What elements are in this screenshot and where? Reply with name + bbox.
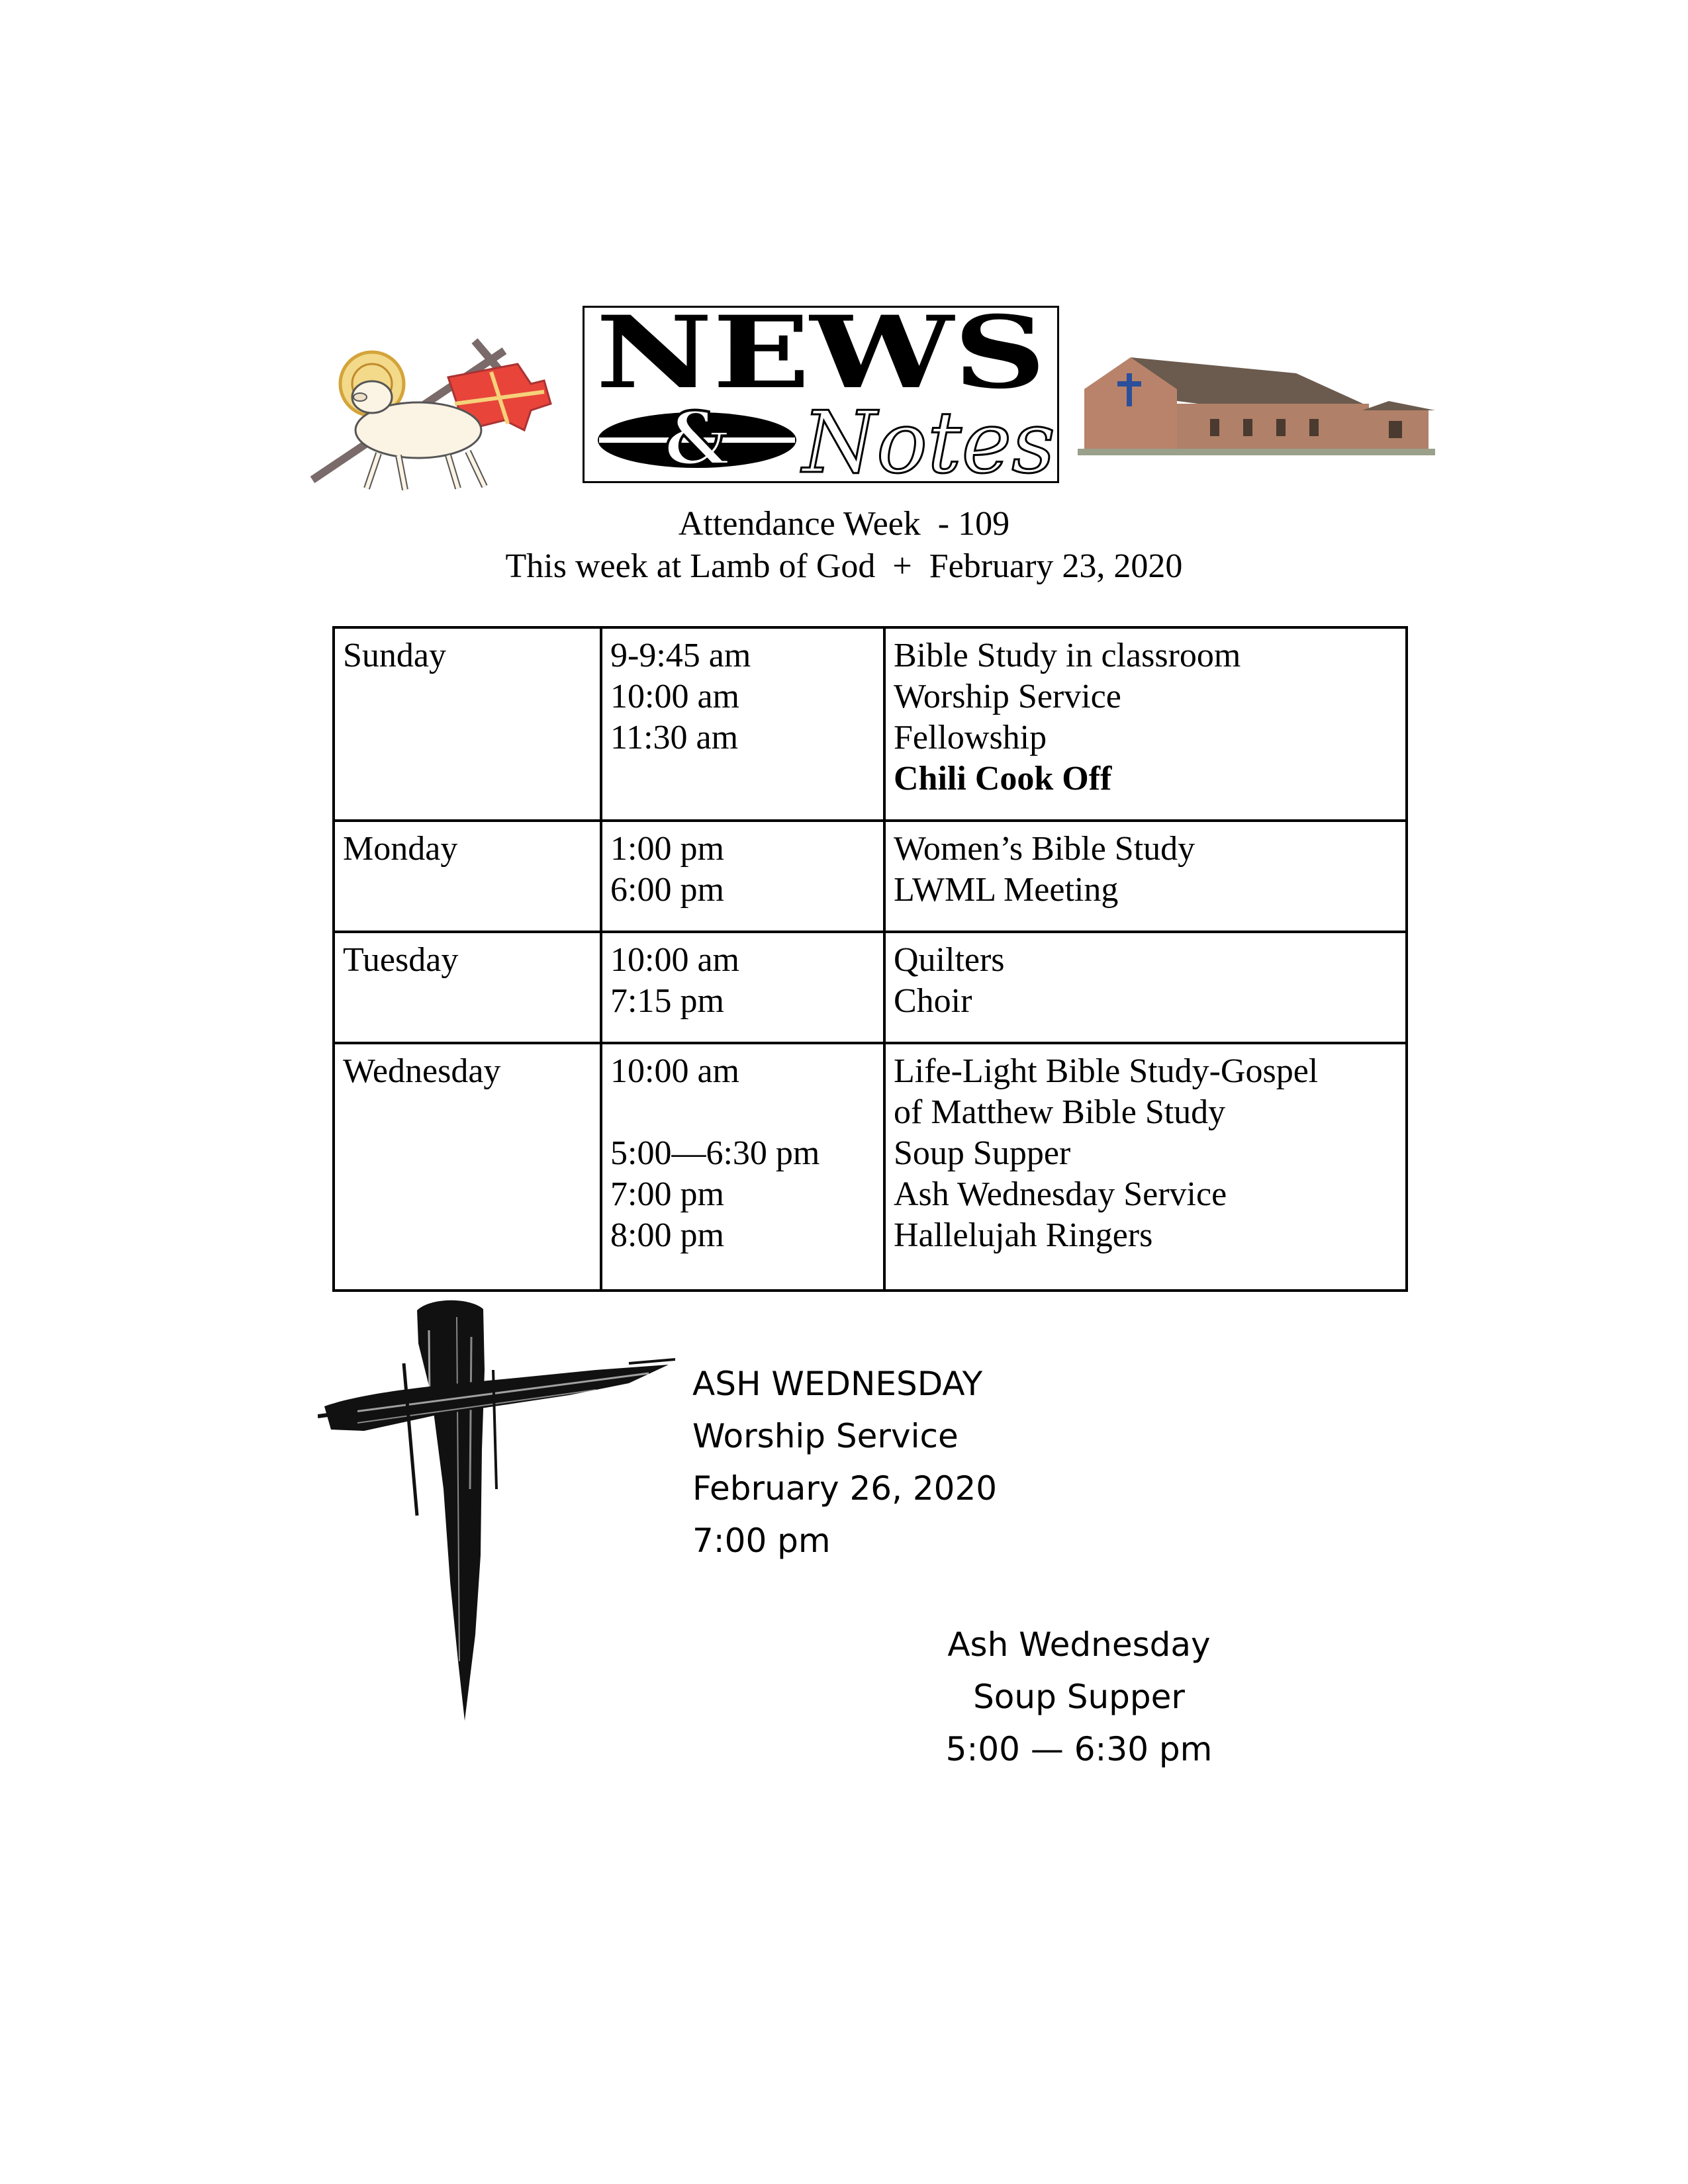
table-row-monday — [334, 821, 1407, 932]
weekly-schedule-table — [332, 626, 1408, 1292]
logo-notes-text: Notes — [802, 394, 1055, 483]
logo-ampersand-text: & — [664, 396, 730, 481]
day-cell — [334, 1043, 601, 1291]
events-cell — [884, 627, 1407, 821]
logo-news-text: NEWS — [596, 306, 1046, 411]
day-label: Sunday — [343, 637, 446, 674]
attendance-line: Attendance Week - 109 — [678, 505, 1010, 543]
event-entry: Worship Service — [894, 678, 1121, 715]
ash-wednesday-date: February 26, 2020 — [692, 1469, 998, 1508]
ash-cross-icon — [318, 1291, 675, 1727]
day-cell — [334, 627, 601, 821]
time-entry: 10:00 am — [610, 1052, 739, 1090]
time-entry: 9-9:45 am — [610, 637, 751, 674]
times-cell — [601, 932, 884, 1043]
time-entry: 11:30 am — [610, 719, 739, 756]
lamb-of-god-emblem — [306, 331, 564, 496]
bulletin-header — [0, 503, 1688, 588]
times-cell — [601, 1043, 884, 1291]
time-entry: 7:00 pm — [610, 1175, 724, 1213]
time-entry: 5:00—6:30 pm — [610, 1134, 820, 1172]
event-entry: Bible Study in classroom — [894, 637, 1241, 674]
ash-wednesday-subtitle: Worship Service — [692, 1417, 959, 1455]
soup-supper-time: 5:00 — 6:30 pm — [945, 1730, 1213, 1768]
time-entry-spacer — [610, 1092, 875, 1133]
ash-wednesday-announcement — [692, 1358, 997, 1567]
event-entry: of Matthew Bible Study — [894, 1093, 1226, 1131]
times-cell — [601, 821, 884, 932]
day-label: Monday — [343, 830, 458, 868]
time-entry: 10:00 am — [610, 678, 739, 715]
day-label: Tuesday — [343, 941, 459, 979]
event-entry: Life-Light Bible Study-Gospel — [894, 1052, 1319, 1090]
event-entry: LWML Meeting — [894, 871, 1119, 909]
table-row-sunday — [334, 627, 1407, 821]
events-cell — [884, 932, 1407, 1043]
times-cell — [601, 627, 884, 821]
event-entry: Quilters — [894, 941, 1005, 979]
events-cell — [884, 821, 1407, 932]
soup-supper-line2: Soup Supper — [973, 1678, 1185, 1716]
time-entry: 10:00 am — [610, 941, 739, 979]
event-entry: Ash Wednesday Service — [894, 1175, 1227, 1213]
event-entry: Hallelujah Ringers — [894, 1216, 1153, 1254]
time-entry: 6:00 pm — [610, 871, 724, 909]
day-cell — [334, 821, 601, 932]
events-cell — [884, 1043, 1407, 1291]
table-row-wednesday — [334, 1043, 1407, 1291]
news-and-notes-logo — [583, 306, 1059, 483]
table-row-tuesday — [334, 932, 1407, 1043]
time-entry: 8:00 pm — [610, 1216, 724, 1254]
ash-wednesday-time: 7:00 pm — [692, 1522, 831, 1560]
event-entry: Choir — [894, 982, 972, 1020]
time-entry: 1:00 pm — [610, 830, 724, 868]
week-date-line: This week at Lamb of God + February 23, 2020 — [505, 547, 1183, 585]
event-entry: Fellowship — [894, 719, 1047, 756]
ash-wednesday-title: ASH WEDNESDAY — [692, 1365, 983, 1403]
event-entry: Women’s Bible Study — [894, 830, 1196, 868]
day-label: Wednesday — [343, 1052, 501, 1090]
day-cell — [334, 932, 601, 1043]
time-entry: 7:15 pm — [610, 982, 724, 1020]
soup-supper-line1: Ash Wednesday — [947, 1625, 1211, 1664]
church-building-photo — [1078, 349, 1435, 455]
event-entry-highlight: Chili Cook Off — [894, 760, 1112, 797]
soup-supper-announcement — [880, 1619, 1278, 1776]
event-entry: Soup Supper — [894, 1134, 1071, 1172]
